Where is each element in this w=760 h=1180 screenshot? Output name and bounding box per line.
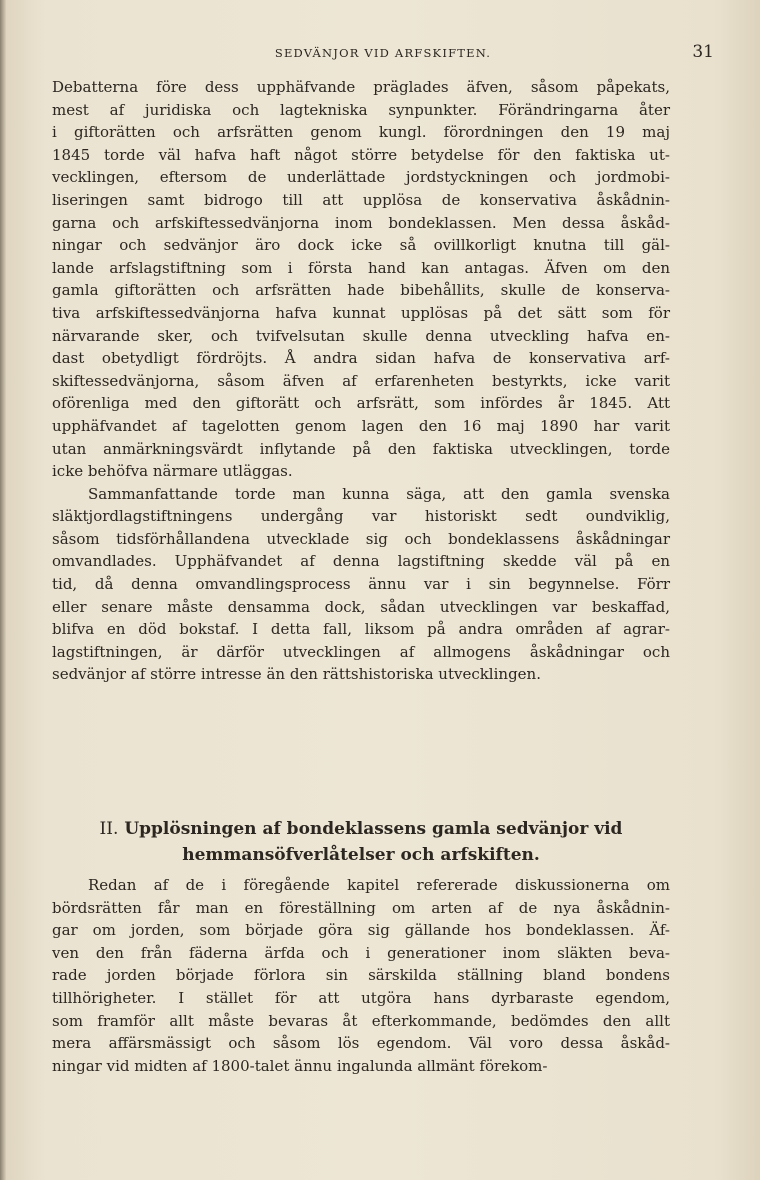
running-head [52, 42, 714, 66]
text-line: lande arfslagstiftning som i första hand kan antagas. Äfven om den [52, 258, 670, 277]
text-line: rade jorden började förlora sin särskilda ställning bland bondens [52, 966, 670, 985]
section-body [52, 874, 670, 1077]
page-gutter [0, 0, 6, 1180]
text-line: blifva en död bokstaf. I detta fall, liksom på andra områden af agrar- [52, 620, 670, 639]
page-number: 31 [692, 42, 714, 62]
text-line: mera affärsmässigt och såsom lös egendom. Väl voro dessa åskåd- [52, 1034, 670, 1053]
text-line: upphäfvandet af tagelotten genom lagen den 16 maj 1890 har varit [52, 416, 670, 435]
text-line: gamla giftorätten och arfsrätten hade bibehållits, skulle de konserva- [52, 281, 670, 300]
text-line: närvarande sker, och tvifvelsutan skulle denna utveckling hafva en- [52, 326, 670, 345]
text-line: skiftessedvänjorna, såsom äfven af erfarenheten bestyrkts, icke varit [52, 371, 670, 390]
running-title: SEDVÄNJOR VID ARFSKIFTEN. [274, 46, 492, 60]
text-line: eller senare måste densamma dock, sådan utvecklingen var beskaffad, [52, 597, 670, 616]
text-line: icke behöfva närmare utläggas. [52, 462, 293, 481]
text-line: såsom tidsförhållandena utvecklade sig och bondeklassens åskådningar [52, 529, 670, 548]
paragraph [52, 76, 670, 483]
text-line: ningar och sedvänjor äro dock icke så ovillkorligt knutna till gäl- [52, 236, 670, 255]
text-line: ven den från fäderna ärfda och i generationer inom släkten beva- [52, 943, 670, 962]
section-number: II. [99, 819, 119, 839]
text-line: vecklingen, eftersom de underlättade jordstyckningen och jordmobi- [52, 168, 670, 187]
body-text [52, 76, 670, 686]
text-line: tillhörigheter. I stället för att utgöra hans dyrbaraste egendom, [52, 988, 670, 1007]
text-line: mest af juridiska och lagtekniska synpunkter. Förändringarna åter [52, 100, 670, 119]
text-line: utan anmärkningsvärdt inflytande på den faktiska utvecklingen, torde [52, 439, 670, 458]
text-line: tid, då denna omvandlingsprocess ännu var i sin begynnelse. Förr [52, 575, 670, 594]
text-line: liseringen samt bidrogo till att upplösa de konservativa åskådnin- [52, 190, 670, 209]
text-line: bördsrätten får man en föreställning om arten af de nya åskådnin- [52, 898, 670, 917]
section-title-line-2: hemmansöfverlåtelser och arfskiften. [182, 845, 540, 865]
section-title-line-1: Upplösningen af bondeklassens gamla sedvänjor vid [124, 819, 623, 839]
text-line: släktjordlagstiftningens undergång var historiskt sedt oundviklig, [52, 507, 670, 526]
text-line: dast obetydligt fördröjts. Å andra sidan hafva de konservativa arf- [52, 349, 670, 368]
text-line: i giftorätten och arfsrätten genom kungl. förordningen den 19 maj [52, 123, 670, 142]
text-line: Redan af de i föregående kapitel refererade diskussionerna om [88, 876, 670, 894]
text-line: som framför allt måste bevaras åt efterkommande, bedömdes den allt [52, 1011, 670, 1030]
text-line: 1845 torde väl hafva haft något större betydelse för den faktiska ut- [52, 145, 670, 164]
text-line: gar om jorden, som började göra sig gällande hos bondeklassen. Äf- [52, 921, 670, 940]
text-line: oförenliga med den giftorätt och arfsrätt, som infördes år 1845. Att [52, 394, 670, 413]
text-line: omvandlades. Upphäfvandet af denna lagstiftning skedde väl på en [52, 552, 670, 571]
paragraph [52, 874, 670, 1077]
text-line: sedvänjor af större intresse än den rättshistoriska utvecklingen. [52, 665, 541, 684]
section-heading [52, 816, 670, 868]
text-line: Sammanfattande torde man kunna säga, att den gamla svenska [88, 484, 670, 503]
text-line: garna och arfskiftessedvänjorna inom bondeklassen. Men dessa åskåd- [52, 213, 670, 232]
text-line: ningar vid midten af 1800-talet ännu ingalunda allmänt förekom- [52, 1056, 548, 1075]
paragraph [52, 483, 670, 686]
text-line: Debatterna före dess upphäfvande präglades äfven, såsom påpekats, [52, 78, 670, 96]
text-line: tiva arfskiftessedvänjorna hafva kunnat upplösas på det sätt som för [52, 303, 670, 322]
text-line: lagstiftningen, är därför utvecklingen af allmogens åskådningar och [52, 642, 670, 661]
